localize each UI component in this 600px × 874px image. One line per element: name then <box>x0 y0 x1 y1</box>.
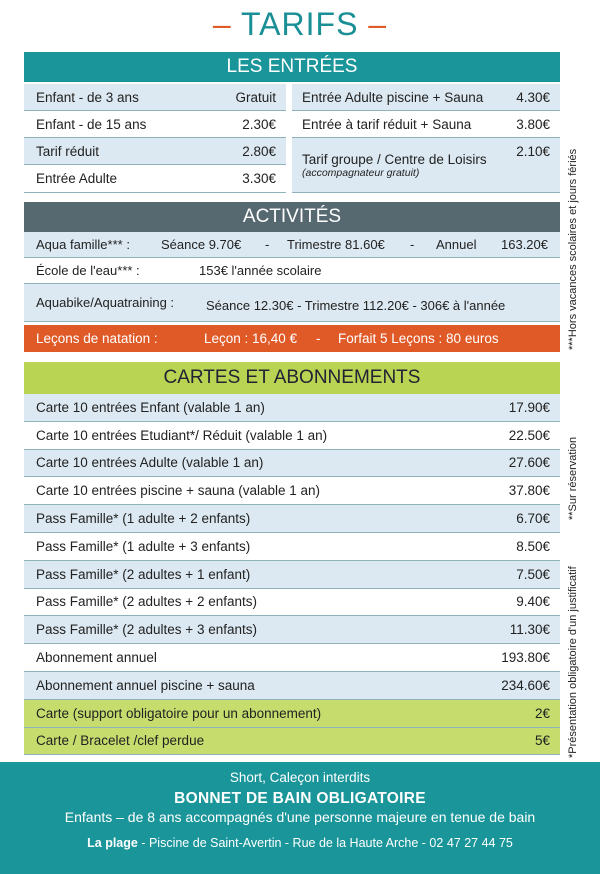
carte-label: Carte / Bracelet /clef perdue <box>36 733 205 749</box>
lecons-sep: - <box>316 331 321 346</box>
title-dash-left: – <box>212 6 232 42</box>
lecons-label: Leçons de natation : <box>36 331 158 346</box>
entree-row-5 <box>292 84 560 111</box>
aqua-famille-seance: Séance 9.70€ <box>161 237 242 252</box>
carte-row <box>24 644 560 672</box>
carte-label: Carte 10 entrées piscine + sauna (valable 1 an) <box>36 483 321 499</box>
carte-value: 7.50€ <box>516 566 550 582</box>
cartes-header: CARTES ET ABONNEMENTS <box>24 362 560 394</box>
aqua-famille-sep2: - <box>410 237 415 252</box>
carte-value: 5€ <box>534 733 550 749</box>
carte-value: 9.40€ <box>516 594 550 610</box>
entree-value: Gratuit <box>235 89 276 105</box>
ecole-value: 153€ l'année scolaire <box>199 263 322 278</box>
entree-value: 2.80€ <box>242 143 276 159</box>
carte-label: Carte (support obligatoire pour un abonnement) <box>36 705 322 721</box>
entree-row-3 <box>24 138 286 165</box>
aquabike-label: Aquabike/Aquatraining : <box>36 295 175 310</box>
carte-value: 27.60€ <box>508 455 550 471</box>
carte-value: 17.90€ <box>508 399 550 415</box>
carte-row <box>24 700 560 728</box>
carte-value: 37.80€ <box>508 483 550 499</box>
carte-label: Pass Famille* (2 adultes + 2 enfants) <box>36 594 257 610</box>
entree-row-4 <box>24 165 286 193</box>
side-note-vacances: ***Hors vacances scolaires et jours fériés <box>567 148 579 350</box>
aqua-famille-trimestre: Trimestre 81.60€ <box>287 237 385 252</box>
side-note-reservation: **Sur réservation <box>567 436 579 520</box>
carte-label: Carte 10 entrées Enfant (valable 1 an) <box>36 399 265 415</box>
footer-line-3: Enfants – de 8 ans accompagnés d'une personne majeure en tenue de bain <box>64 809 536 825</box>
entree-row-2 <box>24 111 286 138</box>
entree-row-7 <box>292 138 560 193</box>
footer-line-1: Short, Caleçon interdits <box>229 770 371 785</box>
entree-value: 2.10€ <box>516 144 550 159</box>
footer-address <box>0 836 600 850</box>
entrees-header: LES ENTRÉES <box>24 52 560 82</box>
carte-label: Carte 10 entrées Adulte (valable 1 an) <box>36 455 264 471</box>
entree-label: Entrée Adulte piscine + Sauna <box>302 89 484 105</box>
carte-label: Pass Famille* (1 adulte + 2 enfants) <box>36 511 251 527</box>
carte-value: 22.50€ <box>508 427 550 443</box>
carte-value: 6.70€ <box>516 511 550 527</box>
entree-note: (accompagnateur gratuit) <box>302 166 420 179</box>
carte-label: Abonnement annuel <box>36 650 157 666</box>
entree-value: 4.30€ <box>516 89 550 105</box>
aquabike-value: Séance 12.30€ - Trimestre 112.20€ - 306€ à l'année <box>206 298 506 313</box>
lecons-lecon: Leçon : 16,40 € <box>204 331 298 346</box>
activites-header: ACTIVITÉS <box>24 202 560 232</box>
entree-value: 3.80€ <box>516 116 550 132</box>
carte-label: Pass Famille* (2 adultes + 1 enfant) <box>36 566 251 582</box>
footer-line-2: BONNET DE BAIN OBLIGATOIRE <box>174 790 426 807</box>
carte-value: 234.60€ <box>501 677 550 693</box>
ecole-row <box>24 258 560 284</box>
carte-label: Pass Famille* (2 adultes + 3 enfants) <box>36 622 257 638</box>
aqua-famille-row <box>24 232 560 258</box>
carte-row <box>24 533 560 561</box>
entree-label: Tarif réduit <box>36 143 100 159</box>
carte-row <box>24 561 560 589</box>
aqua-famille-annuel-value: 163.20€ <box>501 237 548 252</box>
entree-row-6 <box>292 111 560 138</box>
entree-label: Enfant - de 15 ans <box>36 116 147 132</box>
aqua-famille-label: Aqua famille*** : <box>36 237 130 252</box>
entree-value: 3.30€ <box>242 171 276 186</box>
carte-row <box>24 616 560 644</box>
carte-row <box>24 477 560 505</box>
carte-label: Pass Famille* (1 adulte + 3 enfants) <box>36 538 251 554</box>
carte-value: 2€ <box>534 705 550 721</box>
entree-label: Entrée Adulte <box>36 171 118 186</box>
entree-value: 2.30€ <box>242 116 276 132</box>
carte-row <box>24 422 560 450</box>
carte-value: 193.80€ <box>501 650 550 666</box>
entree-label: Tarif groupe / Centre de Loisirs <box>302 151 487 167</box>
carte-label: Abonnement annuel piscine + sauna <box>36 677 255 693</box>
page-title <box>0 6 600 43</box>
carte-row <box>24 728 560 756</box>
carte-row <box>24 394 560 422</box>
entree-label: Enfant - de 3 ans <box>36 89 139 105</box>
footer-address-text: - Piscine de Saint-Avertin - Rue de la Haute Arche - 02 47 27 44 75 <box>137 836 513 850</box>
title-dash-right: – <box>368 6 388 42</box>
lecons-forfait: Forfait 5 Leçons : 80 euros <box>338 331 499 346</box>
footer-place: La plage <box>87 836 138 850</box>
carte-row <box>24 505 560 533</box>
entree-label: Entrée à tarif réduit + Sauna <box>302 116 472 132</box>
lecons-row <box>24 325 560 352</box>
entree-group-cell <box>292 138 516 192</box>
ecole-label: École de l'eau*** : <box>36 263 140 278</box>
carte-label: Carte 10 entrées Etudiant*/ Réduit (valable 1 an) <box>36 427 328 443</box>
aquabike-row <box>24 284 560 322</box>
aqua-famille-annuel-label: Annuel <box>436 237 477 252</box>
aqua-famille-sep1: - <box>265 237 270 252</box>
entree-row-1 <box>24 84 286 111</box>
carte-row <box>24 589 560 617</box>
carte-row <box>24 450 560 478</box>
carte-row <box>24 672 560 700</box>
title-text: TARIFS <box>241 6 359 42</box>
side-note-justificatif: *Présentation obligatoire d'un justificatif <box>567 566 579 758</box>
carte-value: 8.50€ <box>516 538 550 554</box>
carte-value: 11.30€ <box>509 622 550 638</box>
footer <box>0 762 600 874</box>
